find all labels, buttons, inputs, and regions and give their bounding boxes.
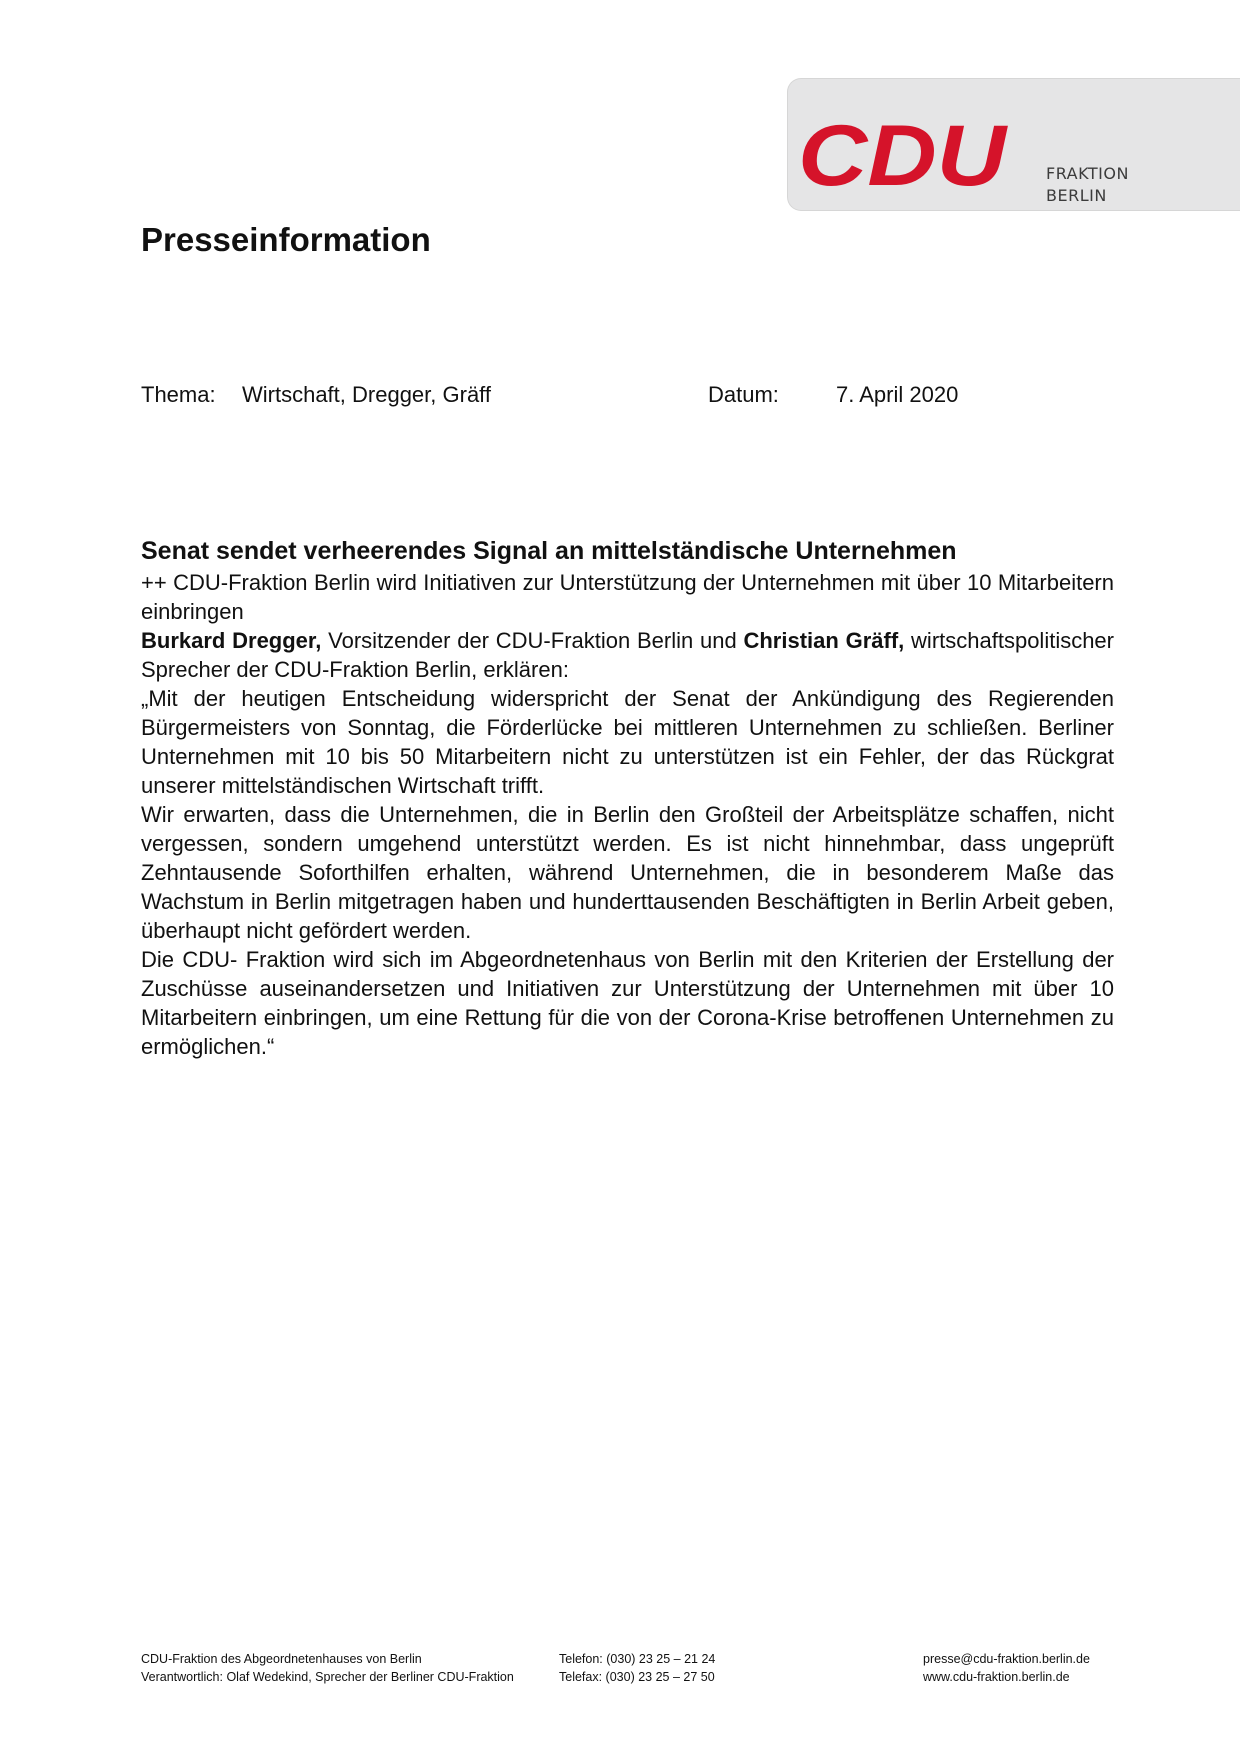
footer-phone: Telefon: (030) 23 25 – 21 24 [559, 1652, 716, 1666]
quote-paragraph-1: „Mit der heutigen Entscheidung widerspricht der Senat der Ankündigung des Regierenden Bürgermeisters von Sonntag, die Förderlücke bei mittleren Unternehmen zu schließen. Berliner Unternehmen mit 10 bis 50 Mitarbeitern nicht zu unterstützen ist ein Fehler, der das Rückgrat unserer mittelständischen Wirtschaft trifft. [141, 686, 1114, 798]
speaker1-name: Burkard Dregger, [141, 628, 322, 653]
footer-org-column [141, 1650, 514, 1686]
datum-label: Datum: [708, 382, 779, 407]
footer-org: CDU-Fraktion des Abgeordnetenhauses von Berlin [141, 1652, 422, 1666]
article-headline: Senat sendet verheerendes Signal an mittelständische Unternehmen [141, 537, 957, 565]
footer-responsible: Verantwortlich: Olaf Wedekind, Sprecher der Berliner CDU-Fraktion [141, 1670, 514, 1684]
datum-value: 7. April 2020 [836, 382, 959, 407]
footer-web-column [923, 1650, 1090, 1686]
logo-brand: CDU [798, 117, 1009, 195]
speaker-intro [141, 626, 1114, 684]
footer-web: www.cdu-fraktion.berlin.de [923, 1670, 1070, 1684]
speaker2-name: Christian Gräff, [743, 628, 905, 653]
thema-value: Wirtschaft, Dregger, Gräff [242, 382, 492, 407]
cdu-logo [798, 117, 1010, 195]
logo-line2: BERLIN [1046, 186, 1107, 205]
article-body [141, 534, 1114, 1061]
footer-fax: Telefax: (030) 23 25 – 27 50 [559, 1670, 715, 1684]
thema-label: Thema: [141, 382, 216, 407]
speaker1-role: Vorsitzender der CDU-Fraktion Berlin und [321, 628, 744, 653]
speaker2-role: wirtschaftspolitischer Sprecher der CDU-Fraktion Berlin, erklären: [141, 628, 1114, 682]
footer-email: presse@cdu-fraktion.berlin.de [923, 1652, 1090, 1666]
article-subline: ++ CDU-Fraktion Berlin wird Initiativen zur Unterstützung der Unternehmen mit über 10 Mitarbeitern einbringen [141, 570, 1114, 624]
page-footer [141, 1650, 1121, 1686]
page-title: Presseinformation [141, 221, 431, 258]
quote-paragraph-2: Wir erwarten, dass die Unternehmen, die in Berlin den Großteil der Arbeitsplätze schaffen, nicht vergessen, sondern umgehend unterstützt werden. Es ist nicht hinnehmbar, dass ungeprüft Zehntausende Soforthilfen erhalten, während Unternehmen, die in besonderem Maße das Wachstum in Berlin mitgetragen haben und hunderttausenden Beschäftigten in Berlin Arbeit geben, überhaupt nicht gefördert werden. [141, 802, 1114, 943]
logo-subtitle [1046, 163, 1129, 207]
logo-line1: FRAKTION [1046, 164, 1129, 183]
footer-contact-column [559, 1650, 715, 1686]
quote-paragraph-3: Die CDU- Fraktion wird sich im Abgeordnetenhaus von Berlin mit den Kriterien der Erstellung der Zuschüsse auseinandersetzen und Initiativen zur Unterstützung der Unternehmen mit über 10 Mitarbeitern einbringen, um eine Rettung für die von der Corona-Krise betroffenen Unternehmen zu ermöglichen.“ [141, 947, 1114, 1059]
logo-box [787, 78, 1240, 211]
